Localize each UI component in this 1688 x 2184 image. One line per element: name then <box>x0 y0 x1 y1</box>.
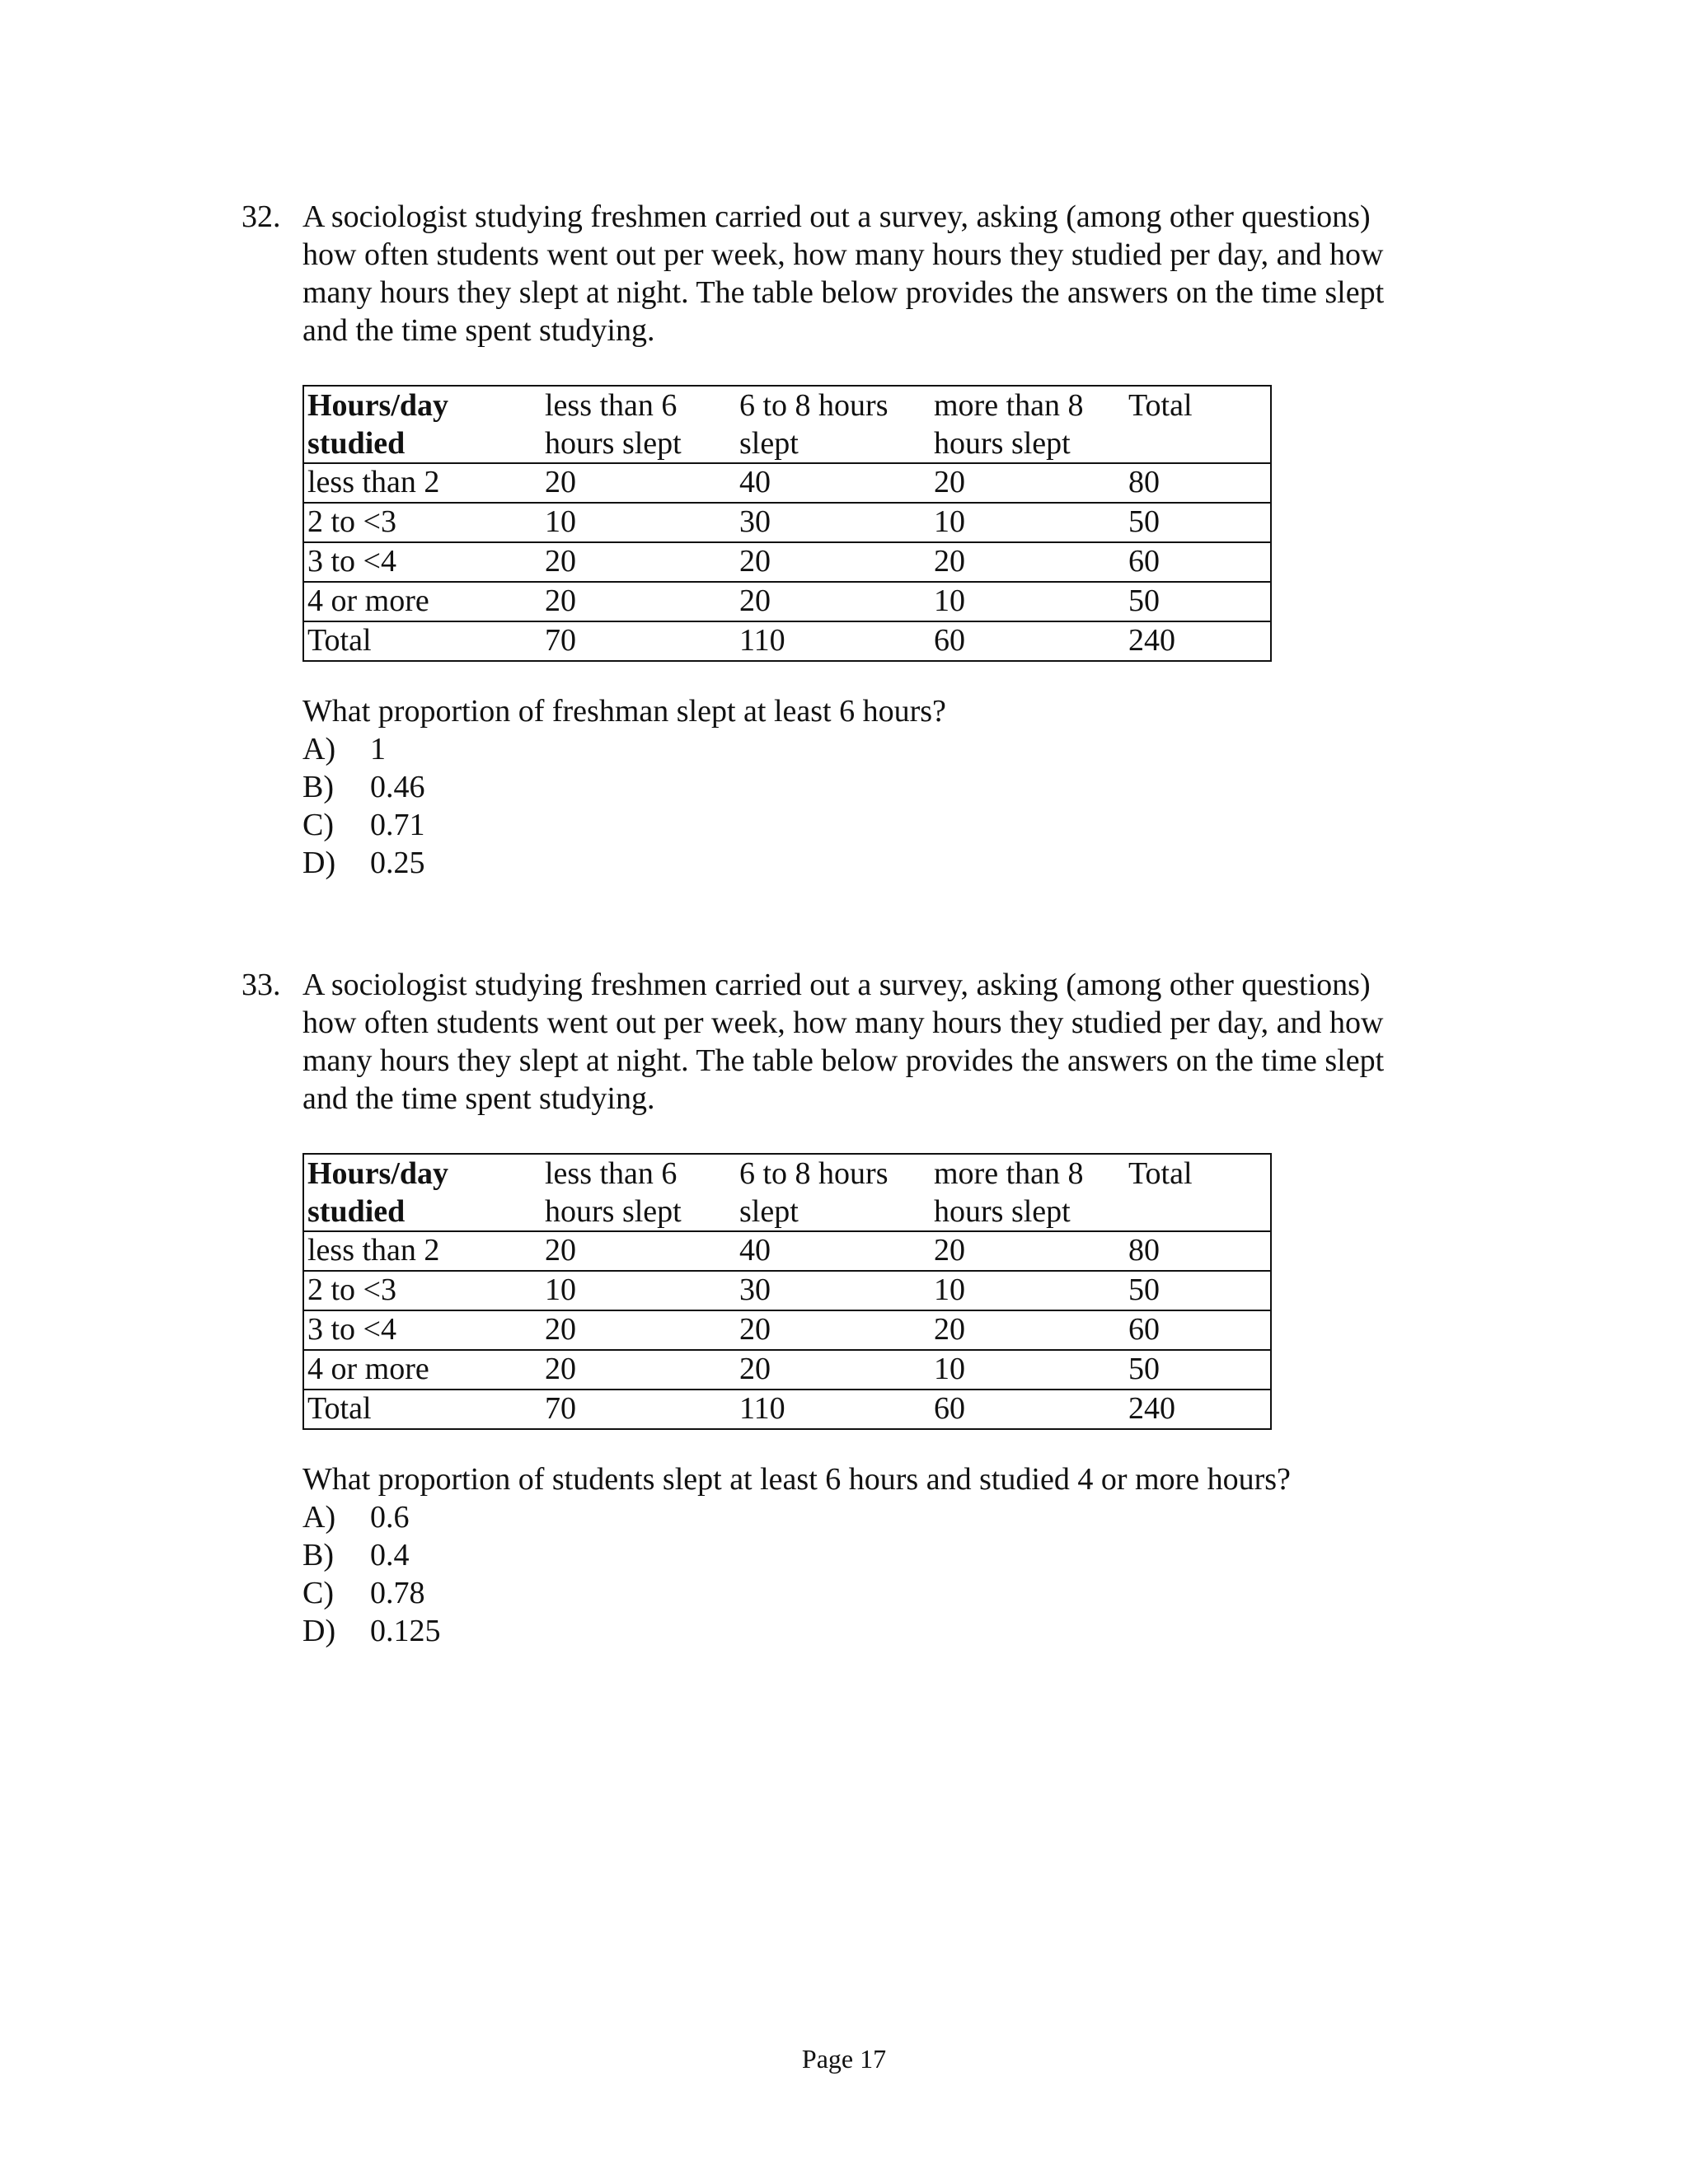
answer-choice <box>302 1574 441 1612</box>
question-prompt: What proportion of students slept at least 6 hours and studied 4 or more hours? <box>302 1462 1291 1497</box>
table-cell: 10 <box>931 503 1125 542</box>
table-cell: 80 <box>1125 463 1271 503</box>
table-header-cell: Hours/day studied <box>307 388 449 461</box>
table-row <box>303 1231 1271 1271</box>
table-cell: less than 2 <box>303 1231 542 1271</box>
table-cell: Total <box>303 621 542 661</box>
table-cell: 10 <box>931 1271 1125 1310</box>
choice-letter: B) <box>302 1538 334 1572</box>
choice-letter: A) <box>302 1500 336 1535</box>
table-cell: 20 <box>931 463 1125 503</box>
table-cell: 20 <box>931 542 1125 582</box>
table-cell: 50 <box>1125 503 1271 542</box>
table-header-cell: Hours/day studied <box>307 1156 449 1229</box>
table-cell: Total <box>303 1390 542 1429</box>
table-header-cell: more than 8 hours slept <box>934 1156 1084 1229</box>
table-cell: 3 to <4 <box>303 1310 542 1350</box>
table-cell: 10 <box>931 582 1125 621</box>
choice-value: 1 <box>370 732 386 766</box>
choice-letter: C) <box>302 1576 334 1610</box>
table-cell: 240 <box>1125 1390 1271 1429</box>
question-prompt: What proportion of freshman slept at least 6 hours? <box>302 694 946 729</box>
table-cell: 20 <box>542 1231 736 1271</box>
table-cell: 20 <box>736 1350 931 1390</box>
table-cell: 80 <box>1125 1231 1271 1271</box>
answer-choice <box>302 1498 441 1536</box>
table-header-cell: less than 6 hours slept <box>545 388 682 461</box>
table-cell: 20 <box>542 582 736 621</box>
table-cell: 20 <box>736 1310 931 1350</box>
table-cell: 10 <box>542 503 736 542</box>
choice-value: 0.6 <box>370 1500 410 1535</box>
table-cell: 20 <box>931 1310 1125 1350</box>
table-cell: 70 <box>542 621 736 661</box>
table-header-row <box>303 386 1271 463</box>
choice-letter: A) <box>302 732 336 766</box>
table-row <box>303 1390 1271 1429</box>
choice-value: 0.78 <box>370 1576 425 1610</box>
table-row <box>303 621 1271 661</box>
table-header-cell: more than 8 hours slept <box>934 388 1084 461</box>
question-number: 33. <box>241 968 281 1002</box>
choice-value: 0.46 <box>370 770 425 804</box>
table-cell: 20 <box>542 542 736 582</box>
table-cell: 40 <box>736 463 931 503</box>
answer-choices <box>302 1498 441 1650</box>
table-header-cell: Total <box>1128 388 1193 423</box>
question-text-line: A sociologist studying freshmen carried out a survey, asking (among other questions) <box>302 968 1371 1002</box>
table-cell: 240 <box>1125 621 1271 661</box>
choice-value: 0.4 <box>370 1538 410 1572</box>
answer-choices <box>302 730 425 882</box>
table-cell: 60 <box>931 1390 1125 1429</box>
table-cell: 20 <box>736 542 931 582</box>
table-cell: 40 <box>736 1231 931 1271</box>
table-row <box>303 542 1271 582</box>
choice-value: 0.125 <box>370 1614 441 1648</box>
choice-value: 0.25 <box>370 846 425 880</box>
table-cell: 50 <box>1125 582 1271 621</box>
table-cell: 30 <box>736 1271 931 1310</box>
table-row <box>303 1350 1271 1390</box>
table-cell: 20 <box>931 1231 1125 1271</box>
question-text-line: how often students went out per week, how many hours they studied per day, and how <box>302 237 1384 272</box>
table-cell: 20 <box>736 582 931 621</box>
question-text-line: many hours they slept at night. The table below provides the answers on the time slept <box>302 275 1385 310</box>
table-cell: 50 <box>1125 1271 1271 1310</box>
table-header-cell: 6 to 8 hours slept <box>739 388 889 461</box>
sleep-study-table <box>302 385 1272 662</box>
table-cell: 20 <box>542 463 736 503</box>
table-cell: 20 <box>542 1350 736 1390</box>
table-cell: 60 <box>931 621 1125 661</box>
answer-choice <box>302 730 425 768</box>
choice-letter: C) <box>302 808 334 842</box>
answer-choice <box>302 806 425 844</box>
question-text-line: and the time spent studying. <box>302 1081 655 1116</box>
answer-choice <box>302 768 425 806</box>
table-cell: 110 <box>736 621 931 661</box>
question-number: 32. <box>241 199 281 234</box>
page-number: Page 17 <box>801 2044 887 2074</box>
table-cell: 30 <box>736 503 931 542</box>
question-text-line: how often students went out per week, how many hours they studied per day, and how <box>302 1005 1384 1040</box>
table-header-cell: less than 6 hours slept <box>545 1156 682 1229</box>
question-text <box>302 966 1456 1118</box>
table-row <box>303 503 1271 542</box>
table-cell: 4 or more <box>303 1350 542 1390</box>
question-text-line: and the time spent studying. <box>302 313 655 348</box>
answer-choice <box>302 844 425 882</box>
table-cell: 2 to <3 <box>303 1271 542 1310</box>
choice-letter: D) <box>302 846 336 880</box>
choice-letter: B) <box>302 770 334 804</box>
table-cell: 4 or more <box>303 582 542 621</box>
table-row <box>303 582 1271 621</box>
table-cell: 2 to <3 <box>303 503 542 542</box>
question-text <box>302 198 1456 349</box>
choice-value: 0.71 <box>370 808 425 842</box>
table-header-row <box>303 1154 1271 1231</box>
question-text-line: many hours they slept at night. The table below provides the answers on the time slept <box>302 1043 1385 1078</box>
table-cell: 10 <box>542 1271 736 1310</box>
table-cell: 20 <box>542 1310 736 1350</box>
table-cell: less than 2 <box>303 463 542 503</box>
table-header-cell: Total <box>1128 1156 1193 1191</box>
table-cell: 70 <box>542 1390 736 1429</box>
table-cell: 60 <box>1125 1310 1271 1350</box>
table-cell: 3 to <4 <box>303 542 542 582</box>
table-row <box>303 1310 1271 1350</box>
table-cell: 60 <box>1125 542 1271 582</box>
table-row <box>303 463 1271 503</box>
sleep-study-table <box>302 1153 1272 1430</box>
answer-choice <box>302 1536 441 1574</box>
table-cell: 50 <box>1125 1350 1271 1390</box>
question-text-line: A sociologist studying freshmen carried out a survey, asking (among other questions) <box>302 199 1371 234</box>
table-cell: 110 <box>736 1390 931 1429</box>
answer-choice <box>302 1612 441 1650</box>
table-header-cell: 6 to 8 hours slept <box>739 1156 889 1229</box>
choice-letter: D) <box>302 1614 336 1648</box>
table-row <box>303 1271 1271 1310</box>
table-cell: 10 <box>931 1350 1125 1390</box>
